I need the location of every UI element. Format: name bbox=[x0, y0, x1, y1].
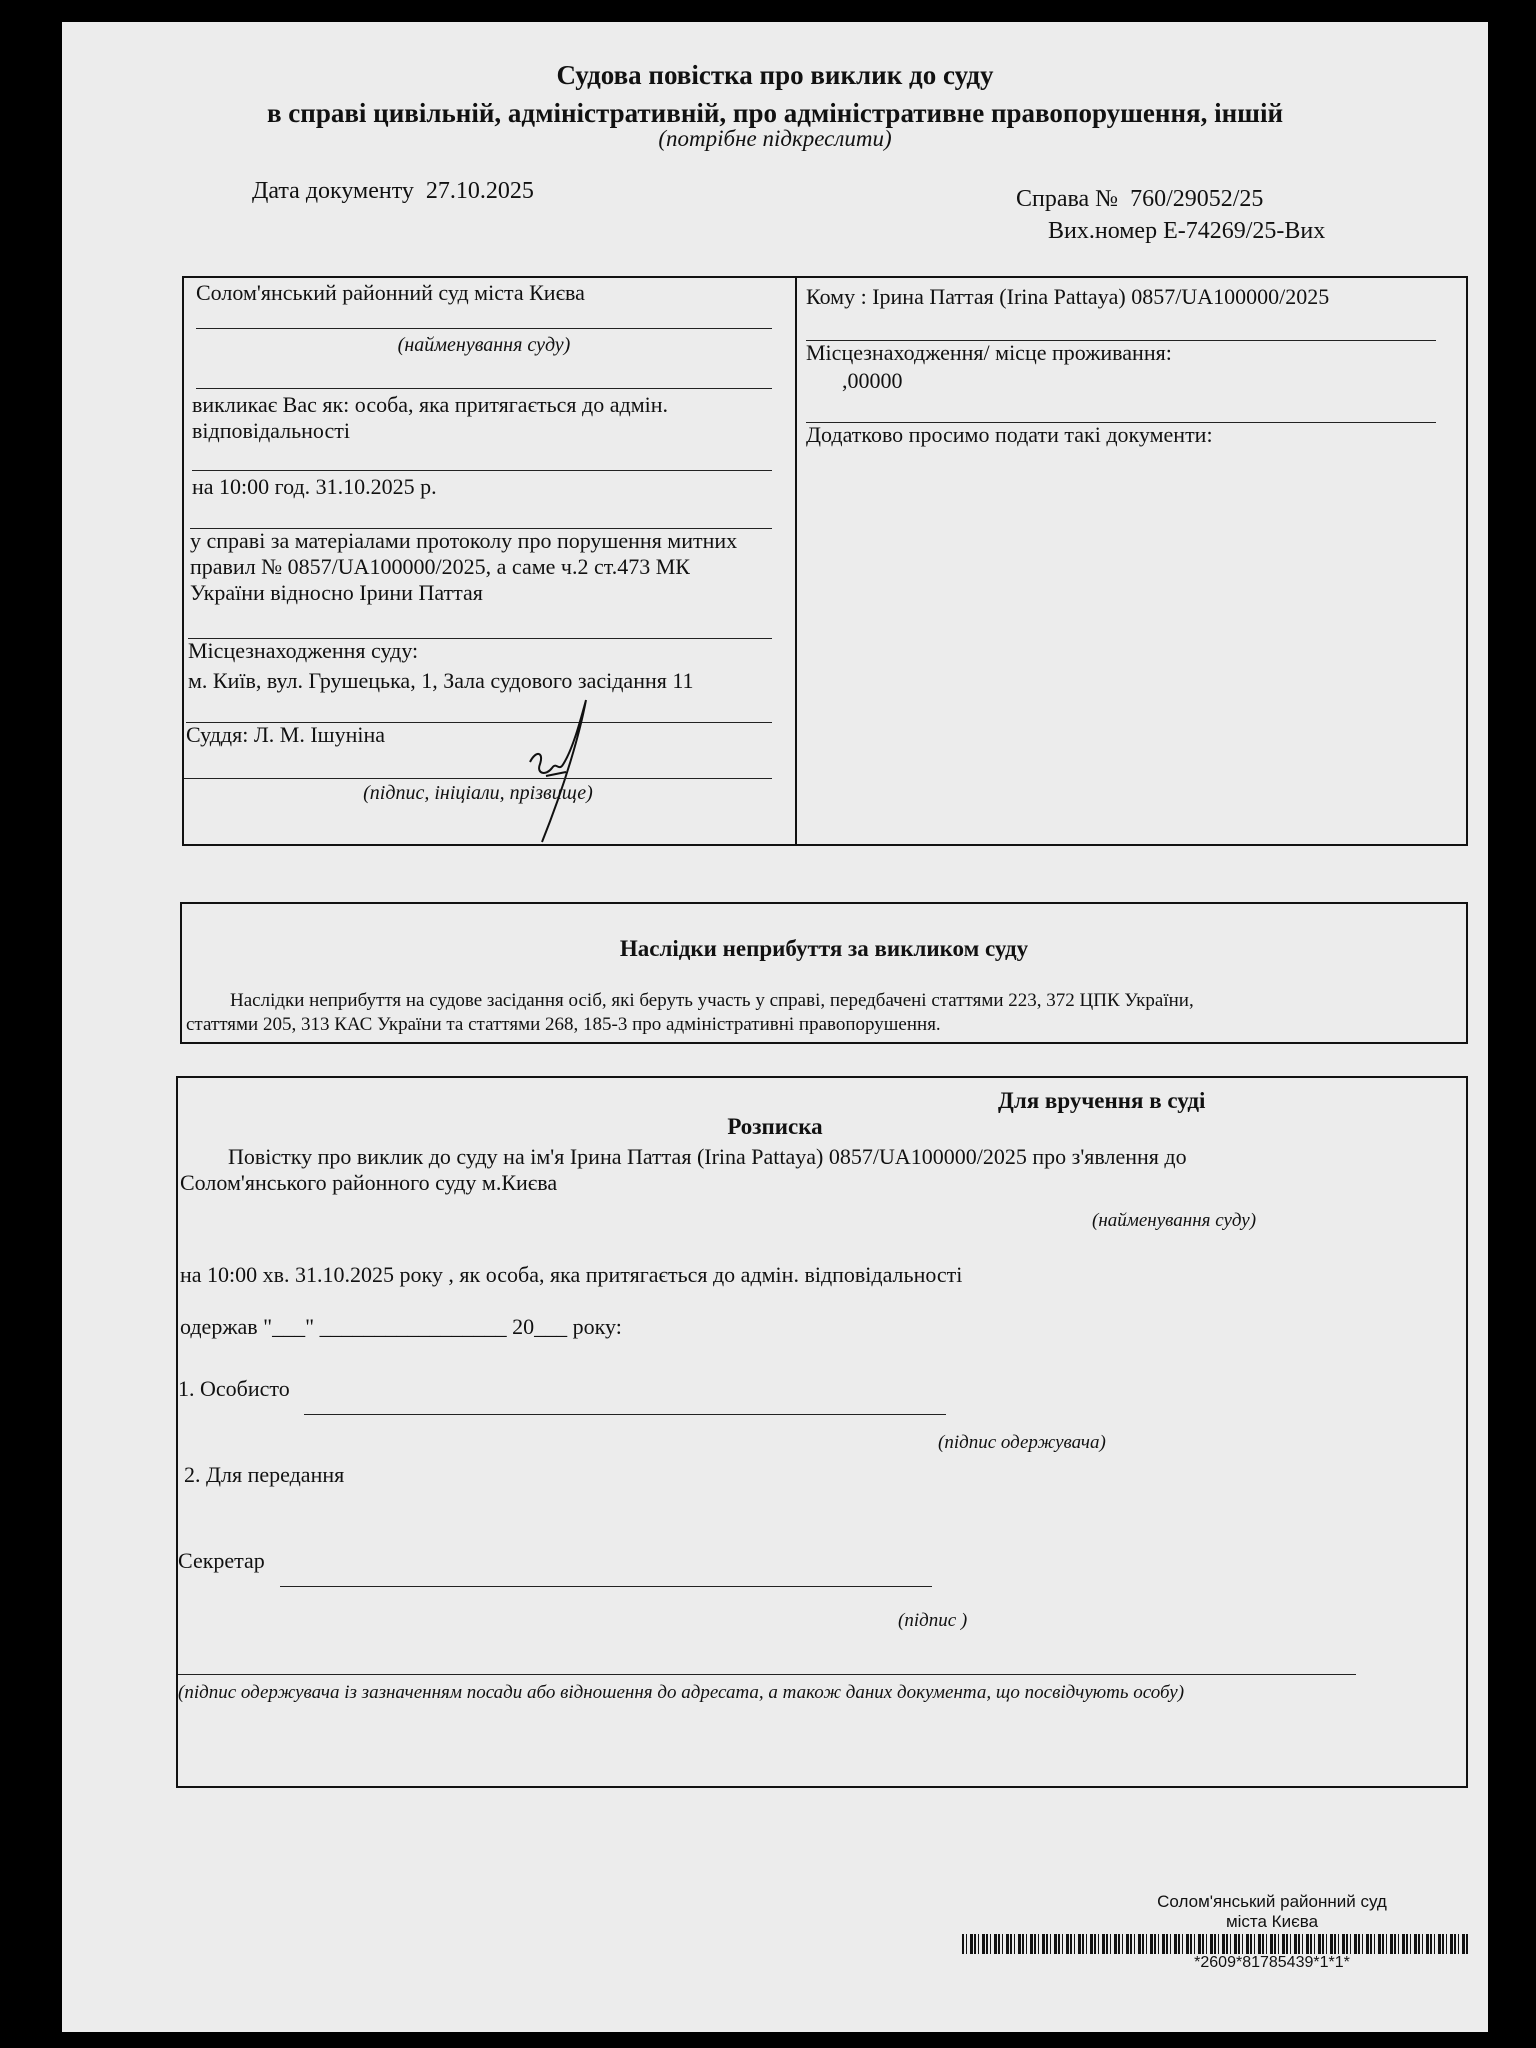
outgoing-number: Вих.номер Е-74269/25-Вих bbox=[1048, 218, 1326, 244]
receipt-line-1: Повістку про виклик до суду на ім'я Ірина Паттая (Irina Pattaya) 0857/UA100000/2025 про з'явлення до bbox=[228, 1144, 1187, 1169]
secretary-label: Секретар bbox=[178, 1548, 265, 1573]
court-location: м. Київ, вул. Грушецька, 1, Зала судового засідання 11 bbox=[188, 668, 694, 693]
title-line-1: Судова повістка про виклик до суду bbox=[556, 60, 994, 90]
stamp-court-line-2: міста Києва bbox=[1225, 1912, 1319, 1931]
document-date-label: Дата документу bbox=[252, 178, 414, 204]
consequences-title: Наслідки неприбуття за викликом суду bbox=[619, 936, 1029, 961]
court-location-label: Місцезнаходження суду: bbox=[188, 638, 419, 663]
signature-caption: (підпис, ініціали, прізвище) bbox=[363, 782, 593, 804]
recipient-signature-caption: (підпис одержувача) bbox=[938, 1432, 1106, 1453]
address-value: ,00000 bbox=[842, 368, 903, 393]
recipient: Кому : Ірина Паттая (Irina Pattaya) 0857/UA100000/2025 bbox=[806, 284, 1330, 309]
barcode bbox=[962, 1934, 1468, 1954]
barcode-text: *2609*81785439*1*1* bbox=[1194, 1954, 1350, 1971]
court-name-caption: (найменування суду) bbox=[397, 334, 571, 356]
column-divider bbox=[795, 276, 797, 846]
receipt-court-caption: (найменування суду) bbox=[1092, 1210, 1257, 1231]
case-line-2: правил № 0857/UA100000/2025, а саме ч.2 ст.473 МК bbox=[190, 554, 690, 579]
case-number bbox=[1016, 186, 1263, 213]
summons-role-line-1: викликає Вас як: особа, яка притягається до адмін. bbox=[192, 392, 669, 417]
title-line-2: в справі цивільній, адміністративній, про адміністративне правопорушення, іншій bbox=[266, 98, 1284, 128]
case-number-value: 760/29052/25 bbox=[1130, 186, 1264, 212]
recipient-id-caption: (підпис одержувача із зазначенням посади або відношення до адресата, а також даних документа, що посвідчують особу) bbox=[178, 1682, 1185, 1703]
transfer-label: 2. Для передання bbox=[184, 1462, 345, 1487]
case-line-3: України відносно Ірини Паттая bbox=[190, 580, 483, 605]
judge-name: Суддя: Л. М. Ішуніна bbox=[186, 722, 386, 747]
personally-label: 1. Особисто bbox=[178, 1376, 290, 1401]
judge-signature bbox=[522, 692, 612, 852]
receipt-title: Розписка bbox=[727, 1114, 823, 1139]
address-label: Місцезнаходження/ місце проживання: bbox=[806, 340, 1172, 365]
case-number-label: Справа № bbox=[1016, 186, 1119, 212]
document-page bbox=[62, 22, 1488, 2032]
summons-role-line-2: відповідальності bbox=[192, 418, 350, 443]
additional-documents: Додатково просимо подати такі документи: bbox=[806, 422, 1213, 447]
case-line-1: у справі за матеріалами протоколу про порушення митних bbox=[190, 528, 738, 553]
received-line: одержав "___" _________________ 20___ року: bbox=[180, 1314, 622, 1339]
stamp-court-line-1: Солом'янський районний суд bbox=[1157, 1892, 1387, 1911]
underline-note: (потрібне підкреслити) bbox=[658, 126, 892, 151]
consequences-line-2: статтями 205, 313 КАС України та статтями 268, 185-3 про адміністративні правопорушення. bbox=[186, 1014, 941, 1035]
for-court-label: Для вручення в суді bbox=[998, 1088, 1206, 1113]
secretary-signature-caption: (підпис ) bbox=[898, 1610, 968, 1631]
document-date bbox=[252, 178, 534, 205]
receipt-line-2: Солом'янського районного суду м.Києва bbox=[180, 1170, 558, 1195]
court-name: Солом'янський районний суд міста Києва bbox=[196, 280, 585, 305]
document-date-value: 27.10.2025 bbox=[425, 178, 534, 204]
hearing-time: на 10:00 год. 31.10.2025 р. bbox=[192, 474, 437, 499]
consequences-line-1: Наслідки неприбуття на судове засідання осіб, які беруть участь у справі, передбачені статтями 223, 372 ЦПК України, bbox=[230, 990, 1194, 1011]
receipt-time-line: на 10:00 хв. 31.10.2025 року , як особа, яка притягається до адмін. відповідальності bbox=[180, 1262, 963, 1287]
